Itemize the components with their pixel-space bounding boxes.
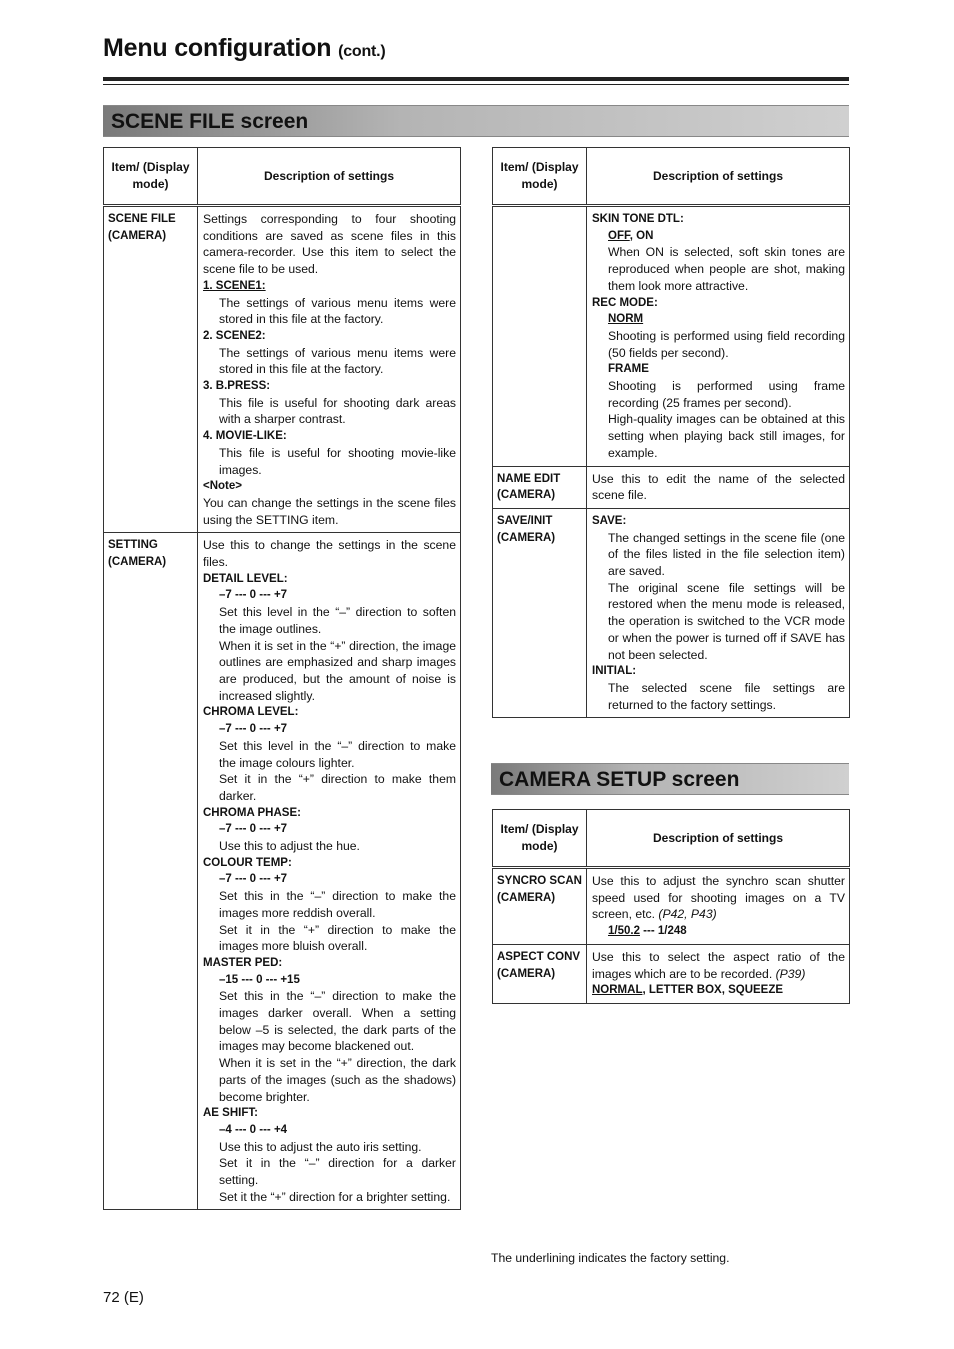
scene-file-table-left bbox=[103, 147, 461, 1210]
chroma-level-text-2: Set it in the “+” direction to make them darker. bbox=[219, 772, 456, 803]
ae-shift-text-2: Set it in the “–” direction for a darker setting. bbox=[219, 1156, 456, 1188]
aspect-conv-options-rest: , LETTER BOX, SQUEEZE bbox=[642, 984, 784, 997]
bpress-text: This file is useful for shooting dark areas with a sharper contrast. bbox=[219, 395, 456, 427]
syncro-scan-page-ref: (P42, P43) bbox=[658, 907, 717, 922]
master-ped-text-2: When it is set in the “+” direction, the dark parts of the images (such as the shadows) become brighter. bbox=[219, 1056, 456, 1104]
initial-label: INITIAL: bbox=[592, 665, 637, 678]
chroma-level-label: CHROMA LEVEL: bbox=[203, 706, 299, 719]
chroma-level-text-1: Set this level in the “–” direction to make the image colours lighter. bbox=[219, 738, 456, 770]
scene-file-table-right bbox=[492, 147, 850, 718]
syncro-scan-text: Use this to adjust the synchro scan shutter speed used for shooting images on a TV screen, etc. (P42, P43) bbox=[592, 874, 845, 922]
footnote: The underlining indicates the factory setting. bbox=[491, 1251, 730, 1265]
master-ped-range: –15 --- 0 --- +15 bbox=[219, 973, 300, 986]
master-ped-label: MASTER PED: bbox=[203, 956, 283, 969]
desc-scene-file bbox=[198, 206, 461, 533]
scene-file-section-heading: SCENE FILE screen bbox=[103, 105, 849, 137]
page-number: 72 (E) bbox=[103, 1289, 144, 1306]
colour-temp-text-1: Set this in the “–” direction to make the images more reddish overall. bbox=[219, 889, 456, 920]
colour-temp-text-2: Set it in the “+” direction to make the images more bluish overall. bbox=[219, 922, 456, 954]
note-text: You can change the settings in the scene files using the SETTING item. bbox=[203, 495, 456, 527]
column-header-description: Description of settings bbox=[587, 148, 850, 206]
aspect-conv-options bbox=[592, 982, 845, 999]
syncro-scan-range bbox=[592, 923, 845, 940]
save-text-2: The original scene file settings will be restored when the menu mode is released, the operation is switched to the VCR mode or when the power is turned off if SAVE has not been selected. bbox=[608, 580, 845, 662]
skin-tone-off: OFF bbox=[608, 229, 630, 242]
camera-setup-section-heading: CAMERA SETUP screen bbox=[491, 763, 849, 795]
table-row-setting-continued bbox=[493, 206, 850, 467]
column-header-description: Description of settings bbox=[587, 810, 850, 868]
item-setting: SETTING (CAMERA) bbox=[104, 533, 198, 1210]
movie-like-label: 4. MOVIE-LIKE: bbox=[203, 430, 287, 443]
column-header-description: Description of settings bbox=[198, 148, 461, 206]
detail-level-range: –7 --- 0 --- +7 bbox=[219, 589, 288, 602]
table-row-scene-file bbox=[104, 206, 461, 533]
chroma-phase-label: CHROMA PHASE: bbox=[203, 806, 301, 819]
aspect-conv-text: Use this to select the aspect ratio of the images which are to be recorded. (P39) bbox=[592, 949, 845, 981]
detail-level-label: DETAIL LEVEL: bbox=[203, 572, 288, 585]
table-row-syncro-scan bbox=[493, 868, 850, 945]
rec-mode-frame-text-2: High-quality images can be obtained at this setting when playing back still images, for example. bbox=[608, 412, 845, 460]
column-header-item: Item/ (Display mode) bbox=[493, 810, 587, 868]
column-header-item: Item/ (Display mode) bbox=[493, 148, 587, 206]
title-rule-thin bbox=[103, 84, 849, 85]
master-ped-text-1: Set this in the “–” direction to make the images darker overall. When a setting below –5 is selected, the dark parts of the images may become blackened out. bbox=[219, 989, 456, 1054]
rec-mode-norm-text: Shooting is performed using field recording (50 fields per second). bbox=[608, 328, 845, 360]
initial-text: The selected scene file settings are returned to the factory settings. bbox=[608, 680, 845, 712]
bpress-label: 3. B.PRESS: bbox=[203, 380, 271, 393]
scene2-label: 2. SCENE2: bbox=[203, 329, 266, 342]
skin-tone-on: , ON bbox=[629, 229, 654, 242]
movie-like-text: This file is useful for shooting movie-like images. bbox=[219, 445, 456, 477]
syncro-scan-range-rest: --- 1/248 bbox=[639, 925, 687, 938]
column-header-item: Item/ (Display mode) bbox=[104, 148, 198, 206]
camera-setup-table bbox=[492, 809, 850, 1004]
syncro-scan-default: 1/50.2 bbox=[608, 925, 640, 938]
colour-temp-label: COLOUR TEMP: bbox=[203, 856, 292, 869]
table-row-aspect-conv bbox=[493, 944, 850, 1003]
desc-name-edit: Use this to edit the name of the selected scene file. bbox=[587, 466, 850, 508]
desc-aspect-conv bbox=[587, 944, 850, 1003]
title-rule-thick bbox=[103, 77, 849, 81]
scene1-text: The settings of various menu items were stored in this file at the factory. bbox=[219, 295, 456, 327]
ae-shift-range: –4 --- 0 --- +4 bbox=[219, 1123, 288, 1136]
rec-mode-frame-text-1: Shooting is performed using frame recording (25 frames per second). bbox=[608, 379, 845, 410]
desc-setting-continued bbox=[587, 206, 850, 467]
detail-level-text-1: Set this level in the “–” direction to soften the image outlines. bbox=[219, 605, 456, 636]
table-row-save-init bbox=[493, 508, 850, 717]
rec-mode-frame: FRAME bbox=[608, 363, 649, 376]
skin-tone-label: SKIN TONE DTL: bbox=[592, 213, 684, 225]
rec-mode-label: REC MODE: bbox=[592, 296, 658, 309]
save-label: SAVE: bbox=[592, 514, 627, 527]
save-text-1: The changed settings in the scene file (one of the files listed in the file selection item) are saved. bbox=[608, 530, 845, 579]
table-row-setting bbox=[104, 533, 461, 1210]
scene1-label: 1. SCENE1: bbox=[203, 279, 266, 292]
desc-setting bbox=[198, 533, 461, 1210]
ae-shift-text-1: Use this to adjust the auto iris setting. bbox=[219, 1139, 422, 1154]
item-syncro-scan: SYNCRO SCAN (CAMERA) bbox=[493, 868, 587, 945]
page-title: Menu configuration (cont.) bbox=[103, 34, 386, 62]
desc-syncro-scan bbox=[587, 868, 850, 945]
aspect-conv-page-ref: (P39) bbox=[775, 966, 806, 981]
item-save-init: SAVE/INIT (CAMERA) bbox=[493, 508, 587, 717]
chroma-level-range: –7 --- 0 --- +7 bbox=[219, 723, 288, 736]
scene-file-intro: Settings corresponding to four shooting conditions are saved as scene files in this camera-recorder. Use this item to select the scene file to be used. bbox=[203, 212, 456, 277]
skin-tone-text: When ON is selected, soft skin tones are reproduced when people are shot, making them look more attractive. bbox=[608, 245, 845, 293]
table-row-name-edit bbox=[493, 466, 850, 508]
detail-level-text-2: When it is set in the “+” direction, the image outlines are emphasized and sharp images are produced, but the amount of noise is increased slightly. bbox=[219, 638, 456, 703]
setting-intro: Use this to change the settings in the scene files. bbox=[203, 538, 456, 570]
chroma-phase-text: Use this to adjust the hue. bbox=[219, 839, 360, 854]
colour-temp-range: –7 --- 0 --- +7 bbox=[219, 873, 288, 886]
note-label: <Note> bbox=[203, 480, 242, 493]
item-scene-file: SCENE FILE (CAMERA) bbox=[104, 206, 198, 533]
chroma-phase-range: –7 --- 0 --- +7 bbox=[219, 823, 288, 836]
item-aspect-conv: ASPECT CONV (CAMERA) bbox=[493, 944, 587, 1003]
item-name-edit: NAME EDIT (CAMERA) bbox=[493, 466, 587, 508]
skin-tone-options bbox=[592, 228, 845, 245]
scene2-text: The settings of various menu items were stored in this file at the factory. bbox=[219, 345, 456, 377]
ae-shift-text-3: Set it the “+” direction for a brighter setting. bbox=[219, 1189, 451, 1204]
desc-save-init bbox=[587, 508, 850, 717]
page-title-cont: (cont.) bbox=[338, 43, 386, 60]
rec-mode-norm: NORM bbox=[608, 313, 644, 326]
aspect-conv-default: NORMAL bbox=[592, 984, 643, 997]
ae-shift-label: AE SHIFT: bbox=[203, 1107, 258, 1120]
item-empty bbox=[493, 206, 587, 467]
